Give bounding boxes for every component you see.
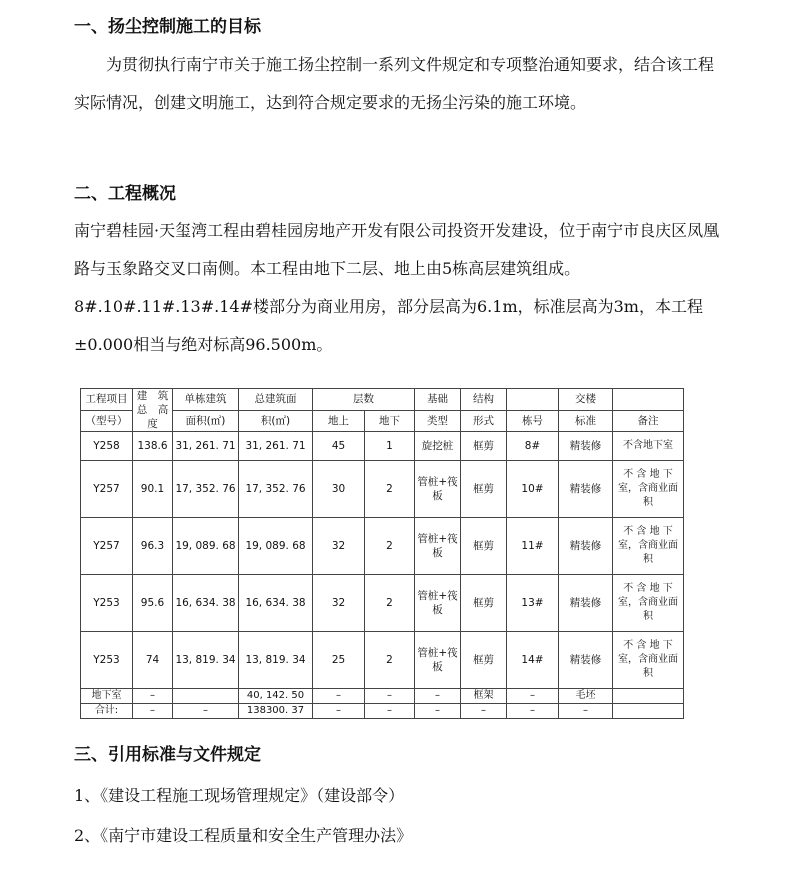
section-3-title: 三、引用标准与文件规定 bbox=[74, 745, 261, 765]
table-row bbox=[81, 632, 684, 689]
project-table bbox=[80, 388, 684, 719]
cell-remark: 不 含 地 下室，含商业面积 bbox=[613, 632, 684, 689]
cell: 31, 261. 71 bbox=[173, 432, 239, 461]
cell: 17, 352. 76 bbox=[239, 461, 313, 518]
th-struct-form: 形式 bbox=[461, 410, 507, 432]
th-height: 建 筑总 高度 bbox=[133, 389, 173, 432]
cell: 40, 142. 50 bbox=[239, 689, 313, 704]
cell: 精装修 bbox=[559, 632, 613, 689]
cell: 45 bbox=[313, 432, 365, 461]
cell-remark: 不 含 地 下室，含商业面积 bbox=[613, 575, 684, 632]
th-single-area: 单栋建筑 bbox=[173, 389, 239, 411]
cell: Y258 bbox=[81, 432, 133, 461]
cell: 32 bbox=[313, 518, 365, 575]
th-building-no: 栋号 bbox=[507, 410, 559, 432]
cell: – bbox=[133, 689, 173, 704]
cell: 14# bbox=[507, 632, 559, 689]
cell bbox=[173, 689, 239, 704]
cell: 管桩+筏板 bbox=[415, 575, 461, 632]
cell-remark: 不 含 地 下室，含商业面积 bbox=[613, 461, 684, 518]
cell: 2 bbox=[365, 518, 415, 575]
cell: 138300. 37 bbox=[239, 704, 313, 719]
cell: Y257 bbox=[81, 461, 133, 518]
cell: 74 bbox=[133, 632, 173, 689]
cell: 10# bbox=[507, 461, 559, 518]
cell: – bbox=[365, 704, 415, 719]
cell: 13# bbox=[507, 575, 559, 632]
th-blank-2 bbox=[613, 389, 684, 411]
th-foundation: 基础 bbox=[415, 389, 461, 411]
cell: 16, 634. 38 bbox=[239, 575, 313, 632]
th-structure: 结构 bbox=[461, 389, 507, 411]
cell: – bbox=[507, 704, 559, 719]
cell: 16, 634. 38 bbox=[173, 575, 239, 632]
th-total-unit: 积(㎡) bbox=[239, 410, 313, 432]
table-row bbox=[81, 575, 684, 632]
cell: 2 bbox=[365, 461, 415, 518]
cell: 精装修 bbox=[559, 461, 613, 518]
cell: 95.6 bbox=[133, 575, 173, 632]
cell: – bbox=[415, 689, 461, 704]
cell: 13, 819. 34 bbox=[239, 632, 313, 689]
section-2-text: 南宁碧桂园·天玺湾工程由碧桂园房地产开发有限公司投资开发建设，位于南宁市良庆区凤凰路与玉象路交叉口南侧。本工程由地下二层、地上由5栋高层建筑组成。8#.10#.11#.13#.14#楼部分为商业用房，部分层高为6.1m，标准层高为3m，本工程±0.000相当与绝对标高96.500m。 bbox=[74, 221, 720, 354]
th-total-area: 总建筑面 bbox=[239, 389, 313, 411]
th-remark: 备注 bbox=[613, 410, 684, 432]
th-standard: 标准 bbox=[559, 410, 613, 432]
cell: 32 bbox=[313, 575, 365, 632]
th-floors: 层数 bbox=[313, 389, 415, 411]
cell bbox=[613, 689, 684, 704]
cell: – bbox=[173, 704, 239, 719]
section-2-title: 二、工程概况 bbox=[74, 184, 176, 204]
cell: 31, 261. 71 bbox=[239, 432, 313, 461]
cell: 96.3 bbox=[133, 518, 173, 575]
cell: 毛坯 bbox=[559, 689, 613, 704]
cell: 合计: bbox=[81, 704, 133, 719]
cell: Y253 bbox=[81, 575, 133, 632]
cell: 19, 089. 68 bbox=[173, 518, 239, 575]
cell: 旋挖桩 bbox=[415, 432, 461, 461]
cell-remark: 不含地下室 bbox=[613, 432, 684, 461]
th-area-unit: 面积(㎡) bbox=[173, 410, 239, 432]
cell: 精装修 bbox=[559, 518, 613, 575]
cell: – bbox=[461, 704, 507, 719]
cell: – bbox=[415, 704, 461, 719]
cell: 精装修 bbox=[559, 432, 613, 461]
table-row-total bbox=[81, 704, 684, 719]
cell: 8# bbox=[507, 432, 559, 461]
cell: 框剪 bbox=[461, 461, 507, 518]
cell: 30 bbox=[313, 461, 365, 518]
cell: 框剪 bbox=[461, 632, 507, 689]
cell: 管桩+筏板 bbox=[415, 518, 461, 575]
cell: – bbox=[507, 689, 559, 704]
th-blank-1 bbox=[507, 389, 559, 411]
th-model: （型号） bbox=[81, 410, 133, 432]
table-row bbox=[81, 432, 684, 461]
table-row-basement bbox=[81, 689, 684, 704]
table-row bbox=[81, 461, 684, 518]
cell: 框剪 bbox=[461, 432, 507, 461]
table-row bbox=[81, 518, 684, 575]
cell: Y257 bbox=[81, 518, 133, 575]
cell: 1 bbox=[365, 432, 415, 461]
ref-item-1: 1、《建设工程施工现场管理规定》（建设部令） bbox=[74, 786, 405, 805]
cell: 管桩+筏板 bbox=[415, 632, 461, 689]
cell bbox=[613, 704, 684, 719]
section-1-title: 一、扬尘控制施工的目标 bbox=[74, 17, 261, 37]
th-project: 工程项目 bbox=[81, 389, 133, 411]
cell: 90.1 bbox=[133, 461, 173, 518]
ref-item-2: 2、《南宁市建设工程质量和安全生产管理办法》 bbox=[74, 826, 413, 845]
cell: 框架 bbox=[461, 689, 507, 704]
cell: 2 bbox=[365, 632, 415, 689]
cell: 19, 089. 68 bbox=[239, 518, 313, 575]
cell: 精装修 bbox=[559, 575, 613, 632]
cell-remark: 不 含 地 下室，含商业面积 bbox=[613, 518, 684, 575]
th-delivery: 交楼 bbox=[559, 389, 613, 411]
cell: 17, 352. 76 bbox=[173, 461, 239, 518]
cell: 13, 819. 34 bbox=[173, 632, 239, 689]
th-found-type: 类型 bbox=[415, 410, 461, 432]
cell: Y253 bbox=[81, 632, 133, 689]
cell: – bbox=[365, 689, 415, 704]
cell: 2 bbox=[365, 575, 415, 632]
th-above: 地上 bbox=[313, 410, 365, 432]
cell: 框剪 bbox=[461, 575, 507, 632]
cell: – bbox=[559, 704, 613, 719]
cell: 地下室 bbox=[81, 689, 133, 704]
section-1-text: 为贯彻执行南宁市关于施工扬尘控制一系列文件规定和专项整治通知要求，结合该工程实际情况，创建文明施工，达到符合规定要求的无扬尘污染的施工环境。 bbox=[74, 55, 715, 112]
cell: 138.6 bbox=[133, 432, 173, 461]
cell: 框剪 bbox=[461, 518, 507, 575]
cell: 管桩+筏板 bbox=[415, 461, 461, 518]
th-below: 地下 bbox=[365, 410, 415, 432]
cell: – bbox=[313, 704, 365, 719]
cell: – bbox=[133, 704, 173, 719]
cell: 11# bbox=[507, 518, 559, 575]
cell: – bbox=[313, 689, 365, 704]
cell: 25 bbox=[313, 632, 365, 689]
